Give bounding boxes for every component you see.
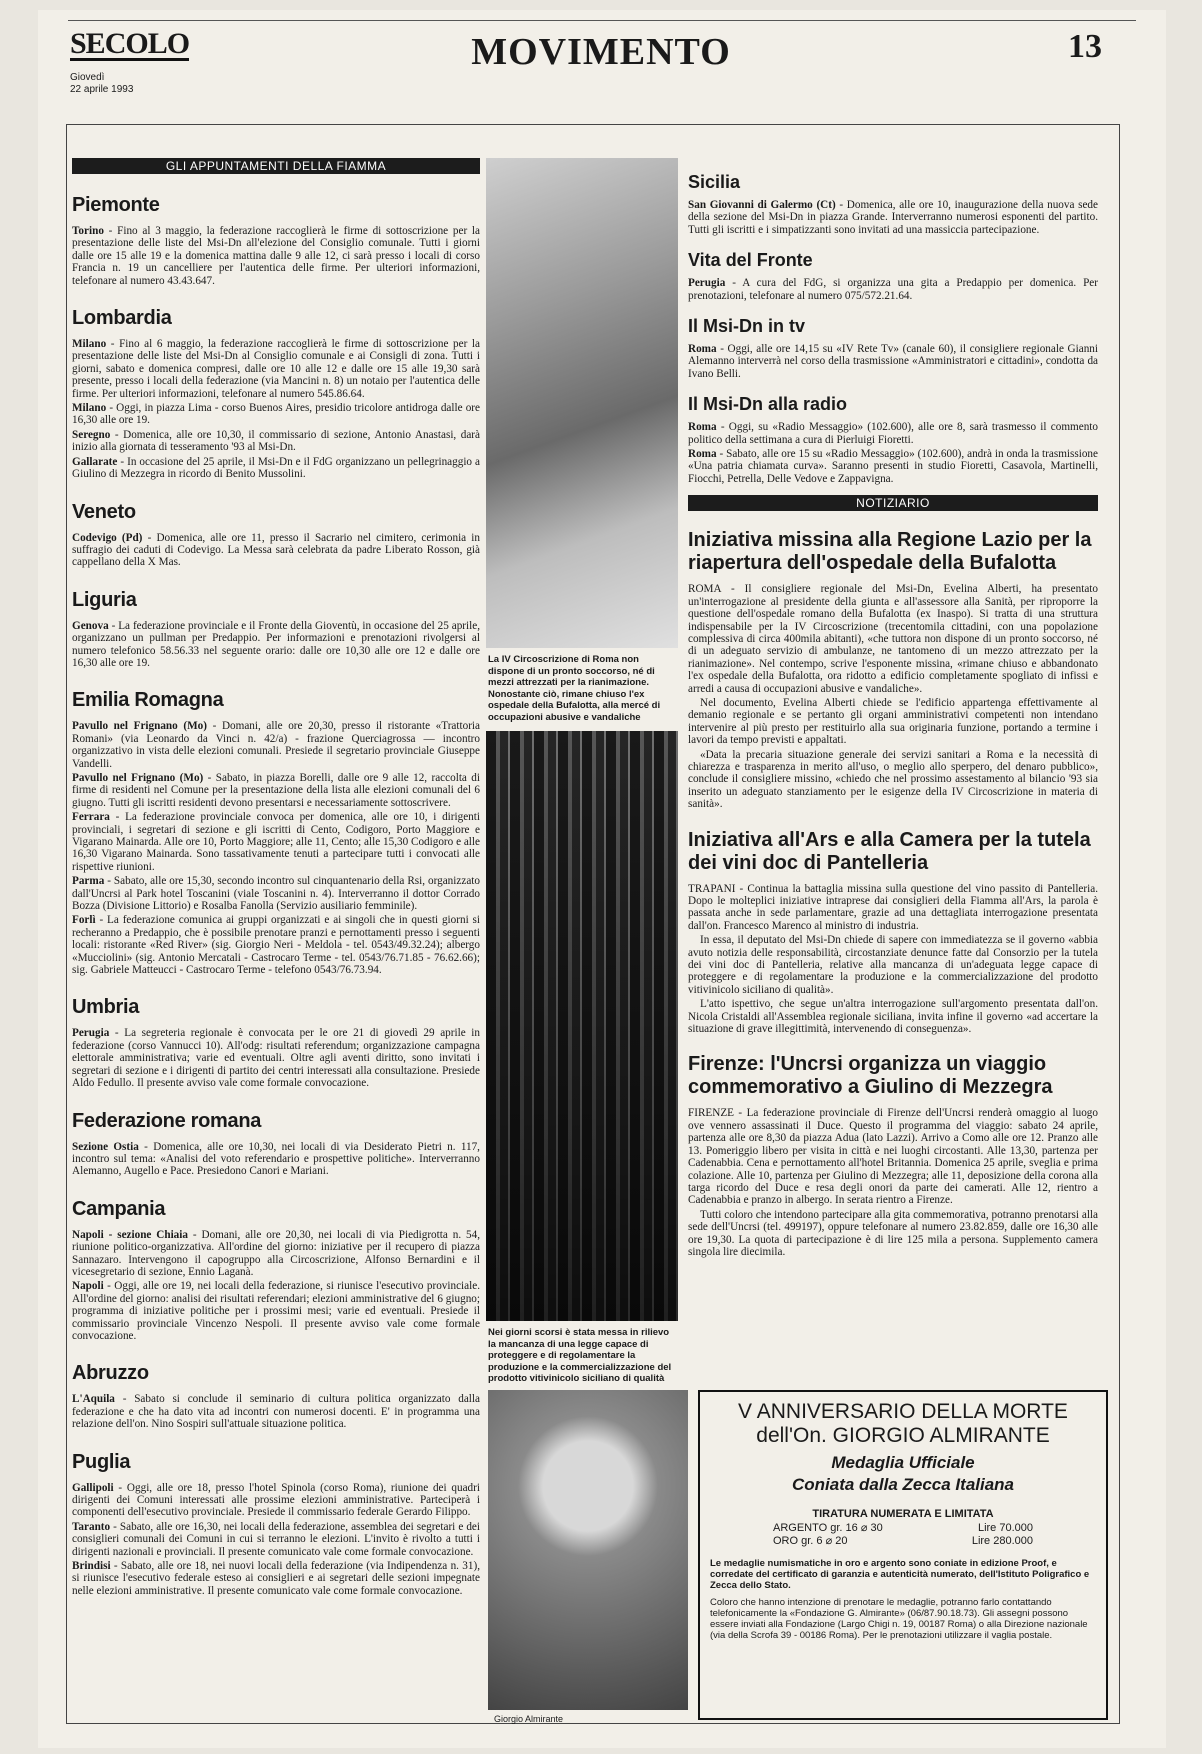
announcement-text: - La federazione provinciale convoca per domenica, alle ore 10, i dirigenti provinciali, i segretari di sezione e gli iscritti di Cento, Codigoro, Porto Maggiore e Vigarano Mainarda. Alle ore 10, Porto Maggiore; alle 11, Cento; alle 15,30 Codigoro e alle 16,30 Vigarano Mainarda. Sono tassativamente tenuti a partecipare tutti i convocati alle rispettive riunioni. [72, 811, 480, 873]
hospital-photo-caption: La IV Circoscrizione di Roma non dispone di un pronto soccorso, né di mezzi attrezzati per la rianimazione. Nonostante ciò, rimane chiuso l'ex ospedale della Bufalotta, alla mercé di occupazioni abusive e vandaliche [488, 654, 661, 723]
announcement-text: - Sabato, alle ore 15,30, secondo incontro sul cinquantenario della Rsi, organizzato dall'Uncrsi al Park hotel Toscanini (viale Toscanini n. 4). Interverranno il dottor Corrado Bozza (Divisione Littorio) e Rosalba Fanolla (Servizio ausiliario femminile). [72, 875, 480, 913]
announcement-text: - Sabato, alle ore 16,30, nei locali della federazione, assemblea dei segretari e dei consiglieri comunali dei Comuni in cui si terranno le elezioni. L'invito è rivolto a tutti i dirigenti nazionali e provinciali. Il presente comunicato vale come formale convocazione. [72, 1520, 480, 1558]
announcement-place: Codevigo (Pd) [72, 531, 143, 544]
regions-list [72, 194, 480, 1597]
announcement-text: - Domenica, alle ore 10,30, nei locali di via Desiderato Pietri n. 117, incontro sul tema: «Analisi del voto referendario e prospettive politiche». Interverranno Alemanno, Augello e Pace. Presiedono Canori e Mariani. [72, 1140, 480, 1178]
announcement-text: - Domani, alle ore 20,30, nei locali di via Piedigrotta n. 54, riunione politico-organizzativa. All'ordine del giorno: iniziative per il recupero di piazza Sannazaro. Intervengono il capogruppo alla Circoscrizione, Alfonso Bernardini e il vicesegretario di sezione, Ennio Laganà. [72, 1228, 480, 1278]
column-appointments [72, 158, 480, 1599]
advert-headline-1: V ANNIVERSARIO DELLA MORTE [738, 1400, 1068, 1423]
announcement-place: Napoli [72, 1280, 104, 1293]
advert-tiratura: TIRATURA NUMERATA E LIMITATA [812, 1508, 994, 1520]
article-paragraph: FIRENZE - La federazione provinciale di Firenze dell'Uncrsi renderà omaggio al luogo ove vennero assassinati il Duce. Questo il programma del viaggio: sabato 24 aprile, partenza alle ore 8,30 da piazza Adua (lato Lazzi). Arrivo a Como alle ore 12. Pranzo alle 13. Pomeriggio libero per visita in città e nei luoghi circostanti. Alle 13,30, partenza per Cadenabbia. Cena e pernottamento all'hotel Britannia. Domenica 25 aprile, sveglia e prima colazione. Alle 10, partenza per Giulino di Mezzegra; alle 11, deposizione della corona alla targa ricordo del Duce e resa degli onori da parte dei camerati. Alle 12, rientro a Cadenabbia e pranzo in albergo. In serata rientro a Firenze. [688, 1107, 1098, 1207]
region-heading: Il Msi-Dn alla radio [688, 394, 848, 415]
advert-box [698, 1390, 1108, 1720]
almirante-photo [488, 1390, 688, 1724]
region-heading: Veneto [72, 500, 136, 523]
region-heading: Sicilia [688, 172, 741, 192]
dateline-day: Giovedì [70, 72, 105, 83]
advert-headline-2: dell'On. GIORGIO ALMIRANTE [756, 1424, 1050, 1447]
article-paragraph: Tutti coloro che intendono partecipare alla gita commemorativa, potranno prenotarsi alla sede dell'Uncrsi (tel. 499197), oppure telefonare al numero 23.82.859, dalle ore 16,30 alle ore 19,30. La quota di partecipazione è di lire 125 mila a persona. Supplemento camera singola lire diecimila. [688, 1208, 1098, 1258]
announcement-place: Pavullo nel Frignano (Mo) [72, 771, 204, 784]
section-title: MOVIMENTO [471, 31, 731, 73]
announcement [72, 532, 480, 569]
announcement-text: - Domani, alle ore 20,30, presso il ristorante «Trattoria Romani» (via Leonardo da Vinci n. 42/a) - frazione Querciagrossa — incontro organizzativo in vista delle elezioni comunali. Presiede il segretario provinciale Giuseppe Vandelli. [72, 720, 480, 770]
announcement-text: - Oggi, in piazza Lima - corso Buenos Aires, presidio tricolore antidroga dalle ore 16,30 alle ore 19. [72, 402, 480, 427]
page-number: 13 [1068, 28, 1102, 65]
article-paragraph: Nel documento, Evelina Alberti chiede se l'edificio appartenga effettivamente al demanio regionale e se pertanto gli organi amministrativi competenti non intendano intervenire al più presto per restituirlo alla sua originaria funzione, portando a termine i lavori da tempo previsti e appaltati. [688, 696, 1098, 747]
announcement [72, 620, 480, 670]
announcement-place: Perugia [688, 277, 726, 290]
announcement [72, 720, 480, 770]
announcement [72, 1482, 480, 1519]
announcement-place: Sezione Ostia [72, 1140, 139, 1153]
advert-subtitle-1: Medaglia Ufficiale [831, 1453, 975, 1472]
announcement-place: Roma [688, 448, 717, 461]
announcement-text: - Oggi, su «Radio Messaggio» (102.600), alle ore 8, sarà trasmesso il commento politico della settimana a cura di Pierluigi Fioretti. [688, 421, 1098, 446]
announcement-place: Seregno [72, 428, 111, 441]
announcement-text: - Oggi, alle ore 19, nei locali della federazione, si riunisce l'esecutivo provinciale. All'ordine del giorno: analisi dei risultati referendari; elezioni amministrative del 6 giugno; programma di iniziative politiche per i prossimi mesi; varie ed eventuali. Presiede il commissario provinciale Vincenzo Nespoli. Il presente avviso vale come formale convocazione. [72, 1280, 480, 1342]
article-paragraph: ROMA - Il consigliere regionale del Msi-Dn, Evelina Alberti, ha presentato un'interrogazione al presidente della giunta e all'assessore alla Sanità, per riproporre la questione dell'ospedale romano della Bufalotta (ex Inaspo). Si tratta di una struttura indispensabile per la IV Circoscrizione (trecentomila cittadini, con una popolazione complessiva di circa 400mila abitanti), «che tuttora non dispone di un pronto soccorso, né di un adeguato servizio di ambulanze, ne tantomeno di un mezzo attrezzato per la rianimazione». Nel contempo, scrive l'esponente missina, «rimane chiuso e abbandonato l'ex ospedale della Bufalotta, ora ridotto a edificio completamente spogliato di infissi e arredi a causa di occupazioni abusive e vandaliche». [688, 583, 1098, 695]
advert-note-2: Coloro che hanno intenzione di prenotare le medaglie, potranno farlo contattando telefonicamente la «Fondazione G. Almirante» (06/87.90.18.73). Gli assegni possono essere inviati alla Fondazione (Largo Chigi n. 19, 00187 Roma) o alla Direzione nazionale (via della Scrofa 39 - 00186 Roma). Per le prenotazioni utilizzare il vaglia postale. [710, 1597, 1088, 1641]
price-row [773, 1522, 1033, 1535]
announcement-text: - Domenica, alle ore 11, presso il Sacrario nel cimitero, cerimonia in suffragio dei caduti di Codevigo. La Messa sarà celebrata da padre Liberato Rosson, già cappellano della X Mas. [72, 531, 480, 569]
announcement-place: Milano [72, 338, 107, 351]
announcement [72, 456, 480, 481]
announcement [72, 225, 480, 287]
wine-photo-caption: Nei giorni scorsi è stata messa in rilievo la mancanza di una legge capace di proteggere e di regolamentare la produzione e la commercializzazione del prodotto vitivinicolo siciliano di qualità [488, 1327, 672, 1384]
announcement [72, 338, 480, 400]
masthead-logo: SECOLO [70, 27, 190, 60]
wine-photo [486, 731, 678, 1321]
region-heading: Vita del Fronte [688, 250, 813, 271]
announcement-text: - Sabato, alle ore 18, nei nuovi locali della federazione (via Indipendenza n. 31), si riunisce l'esecutivo federale esteso ai consiglieri e ai segretari delle sezioni impegnate nelle elezioni amministrative. Il presente comunicato vale come formale convocazione. [72, 1560, 480, 1597]
region-heading: Emilia Romagna [72, 689, 224, 712]
announcement [72, 1521, 480, 1558]
article-paragraph: «Data la precaria situazione generale dei servizi sanitari a Roma e la necessità di chiarezza e trasparenza in merito all'uso, o meglio allo sperpero, del denaro pubblico», conclude il consigliere missino, «chiedo che nel prossimo assestamento al bilancio '93 sia inserito un adeguato stanziamento per le esigenze della IV Circoscrizione in materia di sanità». [688, 748, 1098, 811]
news-sections [688, 172, 1098, 485]
region-heading: Piemonte [72, 194, 160, 216]
announcement [72, 429, 480, 454]
announcement-place: Parma [72, 875, 105, 888]
notiziario-bar: NOTIZIARIO [688, 495, 1098, 511]
announcement-place: Forlì [72, 914, 96, 927]
announcement-text: - Sabato, alle ore 15 su «Radio Messaggio» (102.600), andrà in onda la trasmissione «Una patria chiamata curva». Saranno presenti in studio Fioretti, Casavola, Martinelli, Fiocchi, Petrella, Delle Vedove e Zappavigna. [688, 448, 1098, 485]
almirante-advert [488, 1390, 1116, 1722]
announcement-place: Taranto [72, 1520, 111, 1533]
announcement-text: - Domenica, alle ore 10, inaugurazione della nuova sede della sezione del Msi-Dn in piazza Grande. Interverranno numerosi esponenti del partito. Tutti gli iscritti e i simpatizzanti sono invitati ad una massiccia partecipazione. [688, 199, 1098, 236]
region-heading: Abruzzo [72, 1362, 149, 1385]
announcement-text: - Oggi, alle ore 18, presso l'hotel Spinola (corso Roma), riunione dei quadri dirigenti dei Comuni interessati alle prossime elezioni amministrative. Parteciperà i componenti dell'esecutivo provinciale. Presiede il commissario federale Gerardo Filippo. [72, 1481, 480, 1519]
region-heading: Il Msi-Dn in tv [688, 316, 805, 337]
announcement [72, 1141, 480, 1178]
dateline-date: 22 aprile 1993 [70, 84, 134, 95]
region-heading: Liguria [72, 588, 137, 611]
appointments-bar: GLI APPUNTAMENTI DELLA FIAMMA [72, 158, 480, 174]
region-heading: Lombardia [72, 307, 172, 330]
announcement [688, 343, 1098, 380]
announcement-text: - Oggi, alle ore 14,15 su «IV Rete Tv» (canale 60), il consigliere regionale Gianni Alemanno interverrà nel corso della trasmissione «Amministratori e cittadini», condotta da Ivano Belli. [688, 343, 1098, 380]
price-list [773, 1522, 1033, 1548]
announcement-text: - Sabato si conclude il seminario di cultura politica organizzato dalla federazione e che ha dato vita ad incontri con numerosi docenti. E' in programma una relazione dell'on. Nino Sospiri sull'attuale situazione politica. [72, 1393, 480, 1431]
article-paragraph: TRAPANI - Continua la battaglia missina sulla questione del vino passito di Pantelleria. Dopo le molteplici iniziative intraprese dai consiglieri della Fiamma all'Ars, la parola è passata anche in sede parlamentare, grazie ad una dettagliata interrogazione presentata dall'on. Francesco Marenco al ministro di industria. [688, 882, 1098, 932]
announcement [72, 1027, 480, 1089]
hospital-photo [486, 158, 678, 648]
announcement [72, 1393, 480, 1430]
column-news [688, 158, 1098, 1260]
top-rule [68, 20, 1136, 21]
announcement-place: Gallipoli [72, 1481, 114, 1494]
announcement-place: Roma [688, 343, 717, 356]
price-value: Lire 70.000 [977, 1522, 1033, 1534]
announcement [72, 914, 480, 976]
announcement-place: Milano [72, 402, 107, 415]
announcement-text: - A cura del FdG, si organizza una gita a Predappio per domenica. Per prenotazioni, telefonare al numero 075/572.21.64. [688, 277, 1098, 302]
article-headline: Iniziativa all'Ars e alla Camera per la tutela dei vini doc di Pantelleria [688, 828, 1091, 874]
announcement-text: - La federazione provinciale e il Fronte della Gioventù, in occasione del 25 aprile, organizzano un pullman per Predappio. Per informazioni e prenotazioni rivolgersi al numero telefonico 58.56.33 nel seguente orario: dalle ore 10,30 alle ore 12 e dalle ore 16,30 alle ore 19. [72, 619, 480, 669]
articles-list [688, 529, 1098, 1258]
announcement [72, 1280, 480, 1342]
article-paragraph: L'atto ispettivo, che segue un'altra interrogazione sull'argomento presentata dall'on. Nicola Cristaldi all'Assemblea regionale siciliana, invita infine il governo «ad accertare la situazione di grave illegittimità, intervenendo di conseguenza». [688, 998, 1098, 1036]
announcement [72, 811, 480, 873]
announcement-place: Torino [72, 225, 104, 237]
advert-subtitle-2: Coniata dalla Zecca Italiana [791, 1475, 1015, 1494]
announcement [72, 772, 480, 809]
announcement-text: - In occasione del 25 aprile, il Msi-Dn e il FdG organizzano un pellegrinaggio a Giulino di Mezzegra in ricordo di Benito Mussolini. [72, 455, 480, 481]
announcement-place: Genova [72, 619, 109, 632]
column-photos [486, 158, 678, 1393]
announcement-text: - La federazione comunica ai gruppi organizzati e ai singoli che in questi giorni si recheranno a Predappio, che è possibile prenotare pranzi e pernottamenti presso i seguenti locali: ristorante «Red River» (sig. Giorgio Neri - Meldola - tel. 0543/49.32.24); albergo «Mucciolini» (sig. Antonio Mercatali - Castrocaro Terme - tel. 0543/76.71.85 - 76.62.66); sig. Gabriele Matteucci - Castrocaro Terme - telefono 0543/76.73.94. [72, 914, 480, 977]
region-heading: Umbria [72, 996, 140, 1019]
announcement [688, 421, 1098, 446]
announcement [688, 448, 1098, 485]
announcement [72, 1229, 480, 1279]
announcement-text: - La segreteria regionale è convocata per le ore 21 di giovedì 29 aprile in federazione (corso Vannucci 10). All'odg: risultati referendum; organizzazione campagna elettorale amministrativa; varie ed eventuali. Oltre agli aventi diritto, sono invitati i segretari di sezione e i dirigenti di partito dei centri interessati alla consultazione. Presiede Aldo Fedullo. Il presente avviso vale come formale convocazione. [72, 1027, 480, 1090]
announcement-place: San Giovanni di Galermo (Ct) [688, 199, 836, 211]
announcement-text: - Domenica, alle ore 10,30, il commissario di sezione, Antonio Anastasi, darà inizio alla giornata di tesseramento '93 al Msi-Dn. [72, 428, 480, 454]
announcement [72, 875, 480, 912]
dateline [70, 72, 133, 96]
announcement-place: Brindisi [72, 1560, 111, 1573]
price-metal: ORO gr. 6 ⌀ 20 [773, 1535, 848, 1547]
announcement [688, 277, 1098, 302]
announcement-text: - Fino al 6 maggio, la federazione raccoglierà le firme di sottoscrizione per la presentazione delle liste del Msi-Dn al Consiglio comunale e ai Consigli di zona. Tutti i giorni, sabato e domenica compresi, dalle ore 10 alle 12 e dalle ore 15 alle 19,30 sarà presente, presso i locali della federazione (via Mancini n. 8) un notaio per l'autentica delle firme. Per ulteriori informazioni, telefonare al numero 545.86.64. [72, 338, 480, 400]
announcement-place: L'Aquila [72, 1393, 115, 1406]
article-headline: Firenze: l'Uncrsi organizza un viaggio commemorativo a Giulino di Mezzegra [688, 1053, 1053, 1099]
article-paragraph: In essa, il deputato del Msi-Dn chiede di sapere con immediatezza se il governo «abbia avuto notizia delle responsabilità, circostanziate denunce fatte dal Consorzio per la tutela dei vini doc di Pantelleria, relative alla mancanza di un'adeguata legge capace di proteggere e di regolamentare la produzione e la commercializzazione del prodotto vitivinicolo siciliano di qualità». [688, 934, 1098, 996]
price-row [773, 1535, 1033, 1548]
announcement-place: Napoli - sezione Chiaia [72, 1228, 188, 1241]
region-heading: Federazione romana [72, 1109, 262, 1132]
announcement-text: - Fino al 3 maggio, la federazione raccoglierà le firme di sottoscrizione per la presentazione delle liste del Msi-Dn all'elezione del Consiglio comunale. Tutti i giorni dalle ore 15 alle 19 e la domenica mattina dalle 9 alle 12, ci sarà presso i locali di corso Francia n. 19 un cancelliere per l'autentica delle firme. Per ulteriori informazioni, telefonare al numero 43.43.647. [72, 225, 480, 287]
region-heading: Campania [72, 1197, 166, 1220]
price-metal: ARGENTO gr. 16 ⌀ 30 [773, 1522, 883, 1534]
announcement [688, 199, 1098, 236]
article-headline: Iniziativa missina alla Regione Lazio per la riapertura dell'ospedale della Bufalotta [688, 529, 1092, 575]
announcement [72, 402, 480, 427]
price-value: Lire 280.000 [971, 1535, 1033, 1547]
announcement [72, 1560, 480, 1597]
announcement-place: Perugia [72, 1027, 110, 1040]
announcement-place: Roma [688, 421, 717, 434]
announcement-place: Pavullo nel Frignano (Mo) [72, 720, 207, 733]
almirante-photo-caption: Giorgio Almirante [494, 1714, 564, 1724]
advert-note-1: Le medaglie numismatiche in oro e argento sono coniate in edizione Proof, e corredate del certificato di garanzia e autenticità numerato, dell'Istituto Poligrafico e Zecca dello Stato. [710, 1558, 1090, 1591]
announcement-place: Gallarate [72, 455, 118, 468]
announcement-text: - Sabato, in piazza Borelli, dalle ore 9 alle 12, raccolta di firme di residenti nel Comune per la presentazione della lista alle elezioni comunali del 6 giugno. Tutti gli iscritti residenti devono presentarsi e necessariamente sottoscrivere. [72, 771, 480, 809]
announcement-place: Ferrara [72, 811, 110, 824]
region-heading: Puglia [72, 1450, 131, 1473]
